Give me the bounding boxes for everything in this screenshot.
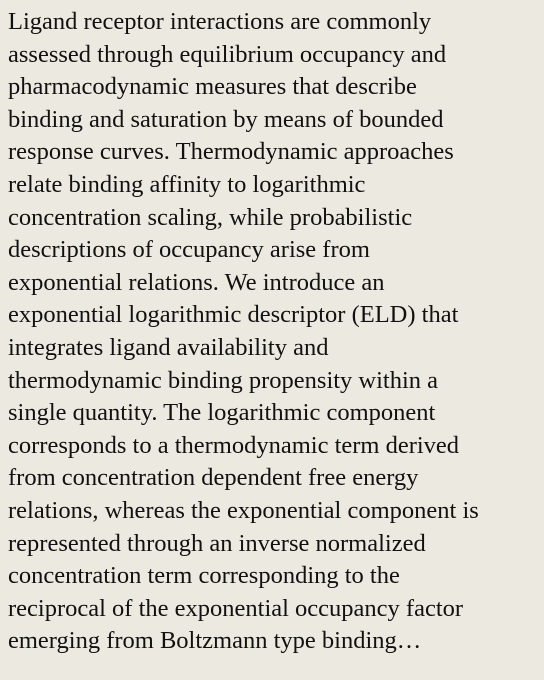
abstract-line: concentration term corresponding to the [8,562,400,590]
abstract-line: corresponds to a thermodynamic term derived [8,431,460,459]
abstract-line: relations, whereas the exponential component is [8,496,479,524]
abstract-line: thermodynamic binding propensity within a [8,366,439,394]
abstract-line: emerging from Boltzmann type binding… [8,627,422,655]
abstract-line: from concentration dependent free energy [8,464,419,492]
abstract-line: pharmacodynamic measures that describe [8,73,417,101]
abstract-line: exponential relations. We introduce an [8,268,385,296]
abstract-line: descriptions of occupancy arise from [8,236,370,264]
abstract-line: exponential logarithmic descriptor (ELD) that [8,301,459,329]
abstract-line: response curves. Thermodynamic approaches [8,138,454,166]
abstract-line: reciprocal of the exponential occupancy factor [8,594,464,622]
abstract-paragraph [8,6,536,658]
abstract-line: assessed through equilibrium occupancy and [8,40,447,68]
abstract-line: relate binding affinity to logarithmic [8,170,366,198]
abstract-line: binding and saturation by means of bounded [8,105,444,133]
abstract-line: represented through an inverse normalized [8,529,426,557]
abstract-line: single quantity. The logarithmic component [8,399,436,427]
abstract-line: Ligand receptor interactions are commonly [8,8,432,35]
abstract-line: concentration scaling, while probabilistic [8,203,413,231]
abstract-line: integrates ligand availability and [8,333,329,361]
